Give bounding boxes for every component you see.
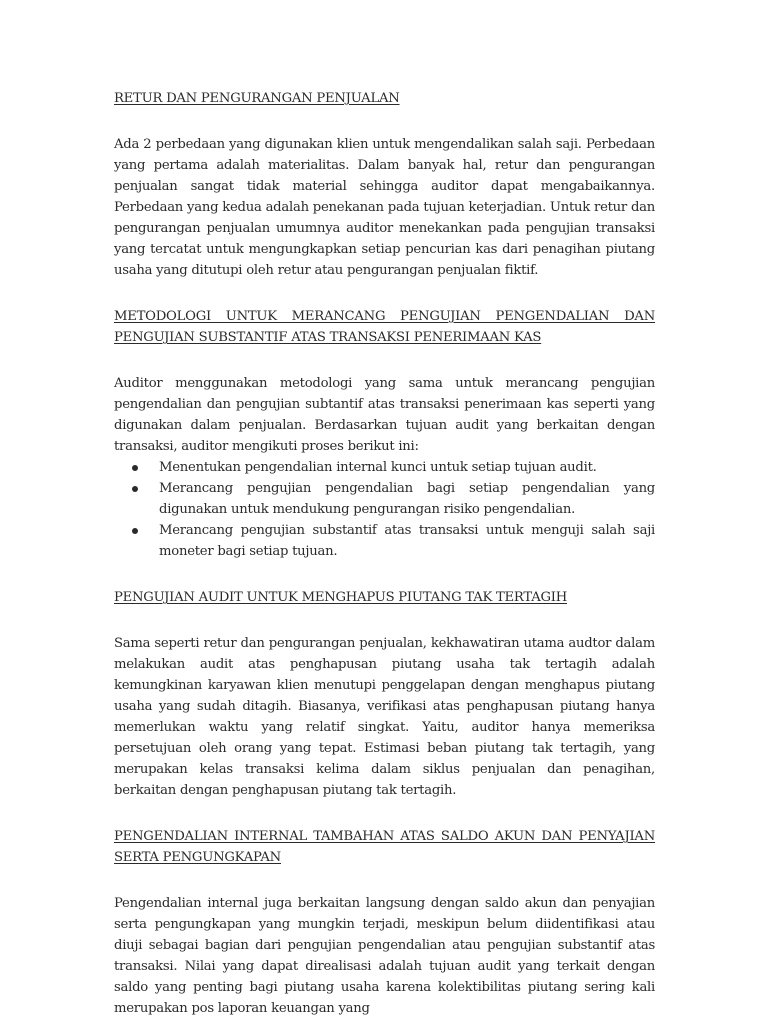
section-paragraph-piutang: Sama seperti retur dan pengurangan penjualan, kekhawatiran utama audtor dalam melakukan audit atas penghapusan piutang usaha tak tertagih adalah kemungkinan karyawan klien menutupi penggelapan dengan menghapus piutang usaha yang sudah ditagih. Biasanya, verifikasi atas penghapusan piutang hanya memerlukan waktu yang relatif singkat. Yaitu, auditor hanya memeriksa persetujuan oleh orang yang tepat. Estimasi beban piutang tak tertagih, yang merupakan kelas transaksi kelima dalam siklus penjualan dan penagihan, berkaitan dengan penghapusan piutang tak tertagih. bbox=[114, 636, 655, 798]
bullet-icon bbox=[132, 486, 138, 492]
section-heading-metodologi: METODOLOGI UNTUK MERANCANG PENGUJIAN PENGENDALIAN DAN PENGUJIAN SUBSTANTIF ATAS TRANSAKSI PENERIMAAN KAS bbox=[114, 309, 655, 345]
section-heading-pengendalian: PENGENDALIAN INTERNAL TAMBAHAN ATAS SALDO AKUN DAN PENYAJIAN SERTA PENGUNGKAPAN bbox=[114, 829, 655, 865]
section-paragraph-retur: Ada 2 perbedaan yang digunakan klien untuk mengendalikan salah saji. Perbedaan yang pertama adalah materialitas. Dalam banyak hal, retur dan pengurangan penjualan sangat tidak material sehingga auditor dapat mengabaikannya. Perbedaan yang kedua adalah penekanan pada tujuan keterjadian. Untuk retur dan pengurangan penjualan umumnya auditor menekankan pada pengujian transaksi yang tercatat untuk mengungkapkan setiap pencurian kas dari penagihan piutang usaha yang ditutupi oleh retur atau pengurangan penjualan fiktif. bbox=[114, 137, 655, 278]
list-item-text: Merancang pengujian substantif atas transaksi untuk menguji salah saji moneter bagi setiap tujuan. bbox=[159, 523, 655, 559]
list-item-text: Merancang pengujian pengendalian bagi setiap pengendalian yang digunakan untuk mendukung pengurangan risiko pengendalian. bbox=[159, 481, 655, 517]
list-item-text: Menentukan pengendalian internal kunci untuk setiap tujuan audit. bbox=[159, 460, 597, 475]
section-paragraph-metodologi: Auditor menggunakan metodologi yang sama untuk merancang pengujian pengendalian dan pengujian subtantif atas transaksi penerimaan kas seperti yang digunakan dalam penjualan. Berdasarkan tujuan audit yang berkaitan dengan transaksi, auditor mengikuti proses berikut ini: bbox=[114, 376, 655, 454]
list-item bbox=[114, 457, 655, 478]
bullet-icon bbox=[132, 528, 138, 534]
bullet-icon bbox=[132, 465, 138, 471]
list-item bbox=[114, 478, 655, 520]
document-body bbox=[114, 88, 655, 1019]
bullet-list bbox=[114, 457, 655, 562]
section-heading-retur: RETUR DAN PENGURANGAN PENJUALAN bbox=[114, 91, 400, 106]
section-heading-piutang: PENGUJIAN AUDIT UNTUK MENGHAPUS PIUTANG TAK TERTAGIH bbox=[114, 590, 567, 605]
list-item bbox=[114, 520, 655, 562]
section-paragraph-pengendalian: Pengendalian internal juga berkaitan langsung dengan saldo akun dan penyajian serta pengungkapan yang mungkin terjadi, meskipun belum diidentifikasi atau diuji sebagai bagian dari pengujian pengendalian atau pengujian substantif atas transaksi. Nilai yang dapat direalisasi adalah tujuan audit yang terkait dengan saldo yang penting bagi piutang usaha karena kolektibilitas piutang sering kali merupakan pos laporan keuangan yang bbox=[114, 896, 655, 1016]
